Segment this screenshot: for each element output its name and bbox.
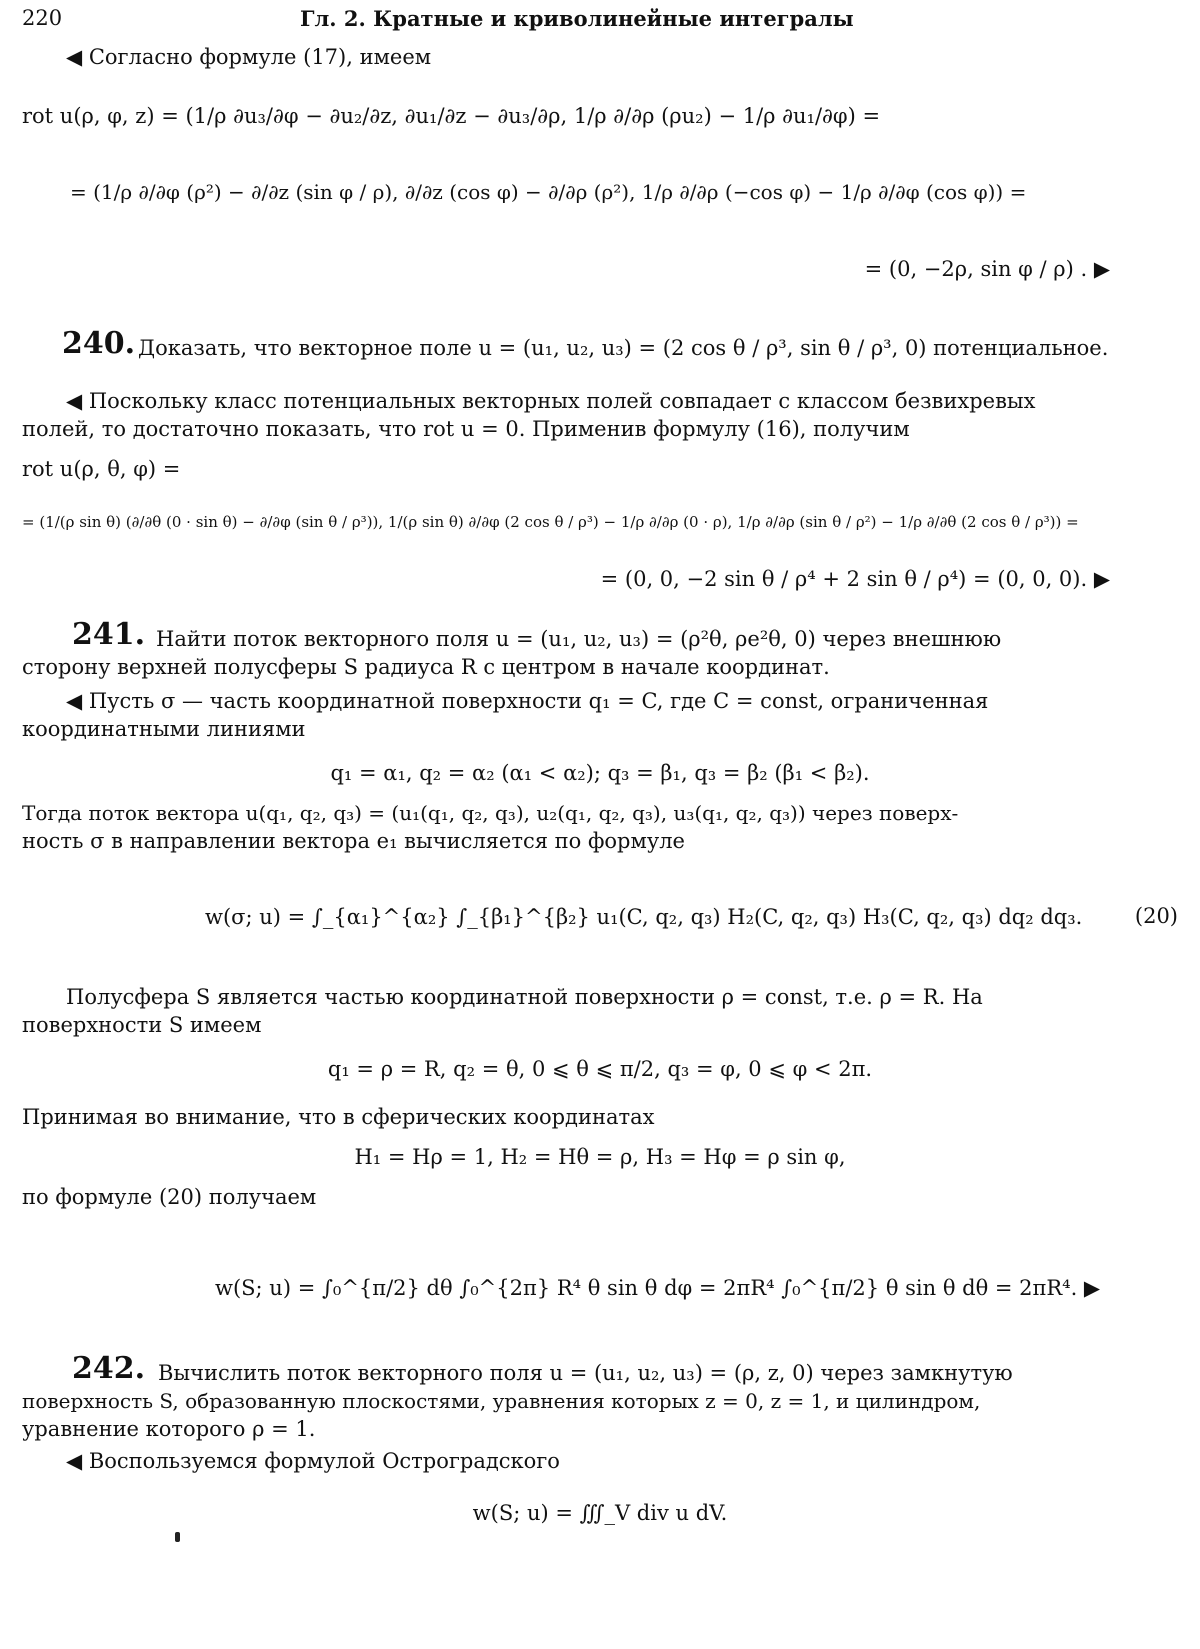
problem-241-number (72, 617, 146, 652)
running-title: Гл. 2. Кратные и криволинейные интегралы (300, 6, 854, 31)
eq-hemisphere-coordinates: q₁ = ρ = R, q₂ = θ, 0 ⩽ θ ⩽ π/2, q₃ = φ, 0 ⩽ φ < 2π. (327, 1057, 873, 1081)
eq-ostrogradsky: w(S; u) = ∭_V div u dV. (472, 1501, 728, 1525)
eq-lame-coefficients: H₁ = Hρ = 1, H₂ = Hθ = ρ, H₃ = Hφ = ρ sin φ, (354, 1145, 846, 1169)
problem-240-solution-line1: ◀ Поскольку класс потенциальных векторных полей совпадает с классом безвихревых (66, 389, 1036, 413)
problem-240-solution-line2: полей, то достаточно показать, что rot u = 0. Применив формулу (16), получим (22, 417, 910, 441)
problem-241-paragraph-line2: поверхности S имеем (22, 1013, 262, 1037)
eq-rot-spherical-2: = (1/(ρ sin θ) (∂/∂θ (0 · sin θ) − ∂/∂φ (sin θ / ρ³)), 1/(ρ sin θ) ∂/∂φ (2 cos θ / ρ³) − 1/ρ ∂/∂ρ (0 · ρ), 1/ρ ∂/∂ρ (sin θ / ρ²) − 1/ρ ∂/∂θ (2 cos θ / ρ³)) = (22, 513, 1079, 531)
problem-number: 242. (72, 1351, 146, 1386)
eq-flux-result: w(S; u) = ∫₀^{π/2} dθ ∫₀^{2π} R⁴ θ sin θ dφ = 2πR⁴ ∫₀^{π/2} θ sin θ dθ = 2πR⁴. ▶ (215, 1276, 1101, 1300)
equation-number-20: (20) (1134, 904, 1178, 928)
eq-rot-cylindrical-3: = (0, −2ρ, sin φ / ρ) . ▶ (864, 257, 1110, 281)
solution-239-intro: ◀ Согласно формуле (17), имеем (66, 45, 432, 69)
problem-240-statement: Доказать, что векторное поле u = (u₁, u₂, u₃) = (2 cos θ / ρ³, sin θ / ρ³, 0) потенциальное. (138, 336, 1109, 360)
problem-241-paragraph-line3: Принимая во внимание, что в сферических координатах (22, 1105, 655, 1129)
eq-coordinate-lines: q₁ = α₁, q₂ = α₂ (α₁ < α₂); q₃ = β₁, q₃ = β₂ (β₁ < β₂). (330, 761, 870, 785)
eq-rot-spherical-3: = (0, 0, −2 sin θ / ρ⁴ + 2 sin θ / ρ⁴) = (0, 0, 0). ▶ (600, 567, 1110, 591)
problem-241-solution-line3: Тогда поток вектора u(q₁, q₂, q₃) = (u₁(q₁, q₂, q₃), u₂(q₁, q₂, q₃), u₃(q₁, q₂, q₃)) через поверх- (22, 801, 959, 825)
problem-number: 240. (62, 326, 136, 361)
problem-242-statement-line3: уравнение которого ρ = 1. (22, 1417, 316, 1441)
eq-rot-spherical-1: rot u(ρ, θ, φ) = (22, 457, 181, 481)
problem-241-statement-line2: сторону верхней полусферы S радиуса R с центром в начале координат. (22, 655, 830, 679)
problem-241-solution-line4: ность σ в направлении вектора e₁ вычисляется по формуле (22, 829, 685, 853)
problem-241-statement-line1: Найти поток векторного поля u = (u₁, u₂, u₃) = (ρ²θ, ρe²θ, 0) через внешнюю (156, 627, 1002, 651)
page-number: 220 (22, 6, 63, 30)
problem-241-solution-line1: ◀ Пусть σ — часть координатной поверхности q₁ = C, где C = const, ограниченная (66, 689, 989, 713)
print-speck (175, 1532, 180, 1542)
problem-240-number (62, 326, 136, 361)
problem-241-solution-line2: координатными линиями (22, 717, 306, 741)
problem-241-paragraph-line1: Полусфера S является частью координатной поверхности ρ = const, т.е. ρ = R. На (66, 985, 983, 1009)
eq-rot-cylindrical-2: = (1/ρ ∂/∂φ (ρ²) − ∂/∂z (sin φ / ρ), ∂/∂z (cos φ) − ∂/∂ρ (ρ²), 1/ρ ∂/∂ρ (−cos φ) − 1/ρ ∂/∂φ (cos φ)) = (70, 180, 1027, 204)
problem-number: 241. (72, 617, 146, 652)
problem-241-paragraph-line4: по формуле (20) получаем (22, 1185, 317, 1209)
problem-242-solution-line1: ◀ Воспользуемся формулой Остроградского (66, 1449, 560, 1473)
eq-rot-cylindrical-1: rot u(ρ, φ, z) = (1/ρ ∂u₃/∂φ − ∂u₂/∂z, ∂u₁/∂z − ∂u₃/∂ρ, 1/ρ ∂/∂ρ (ρu₂) − 1/ρ ∂u₁/∂φ) = (22, 104, 881, 128)
problem-242-statement-line1: Вычислить поток векторного поля u = (u₁, u₂, u₃) = (ρ, z, 0) через замкнутую (158, 1361, 1013, 1385)
problem-242-statement-line2: поверхность S, образованную плоскостями, уравнения которых z = 0, z = 1, и цилиндром, (22, 1389, 981, 1413)
problem-242-number (72, 1351, 146, 1386)
eq-flux-formula-20: w(σ; u) = ∫_{α₁}^{α₂} ∫_{β₁}^{β₂} u₁(C, q₂, q₃) H₂(C, q₂, q₃) H₃(C, q₂, q₃) dq₂ dq₃. (205, 905, 1083, 929)
